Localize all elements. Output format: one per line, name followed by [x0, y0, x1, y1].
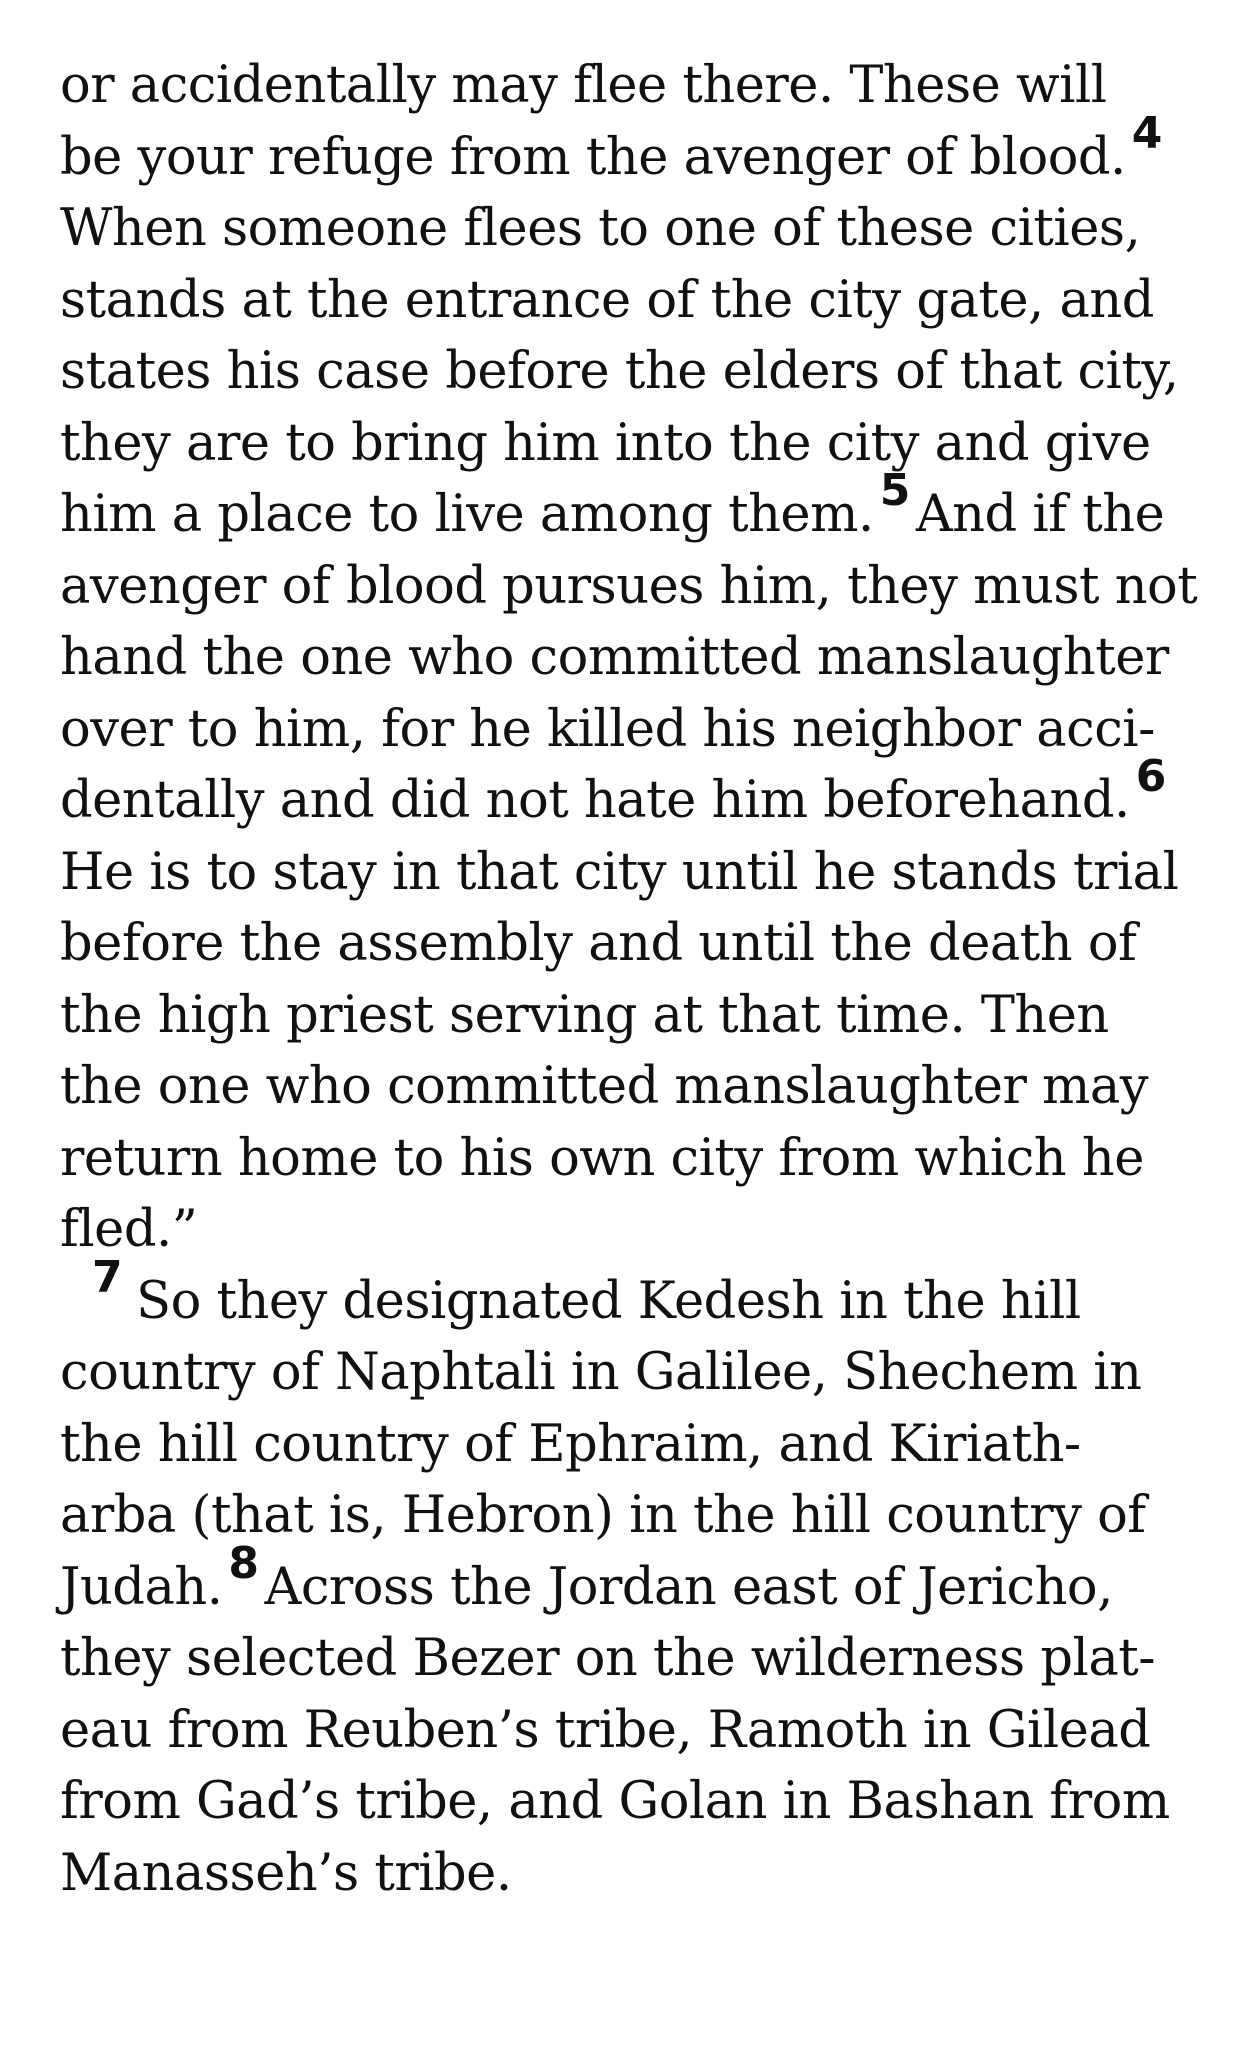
text-line: over to him, for he killed his neighbor acci- [60, 699, 1155, 759]
verse-number-7: 7 [92, 1251, 123, 1303]
text-segment: dentally and did not hate him beforehand. [60, 771, 1130, 830]
text-line: or accidentally may flee there. These will [60, 56, 1107, 115]
text-segment: Judah. [60, 1557, 223, 1617]
text-line: the high priest serving at that time. Then [60, 985, 1109, 1045]
text-line: they selected Bezer on the wilderness plat- [60, 1629, 1155, 1688]
text-line [60, 107, 1220, 194]
text-line [60, 1537, 1220, 1624]
text-line: hand the one who committed manslaughter [60, 628, 1169, 687]
text-line [60, 1251, 1220, 1338]
text-segment: be your refuge from the avenger of blood. [60, 127, 1126, 187]
verse-number-4: 4 [1131, 107, 1162, 159]
text-line: When someone flees to one of these cities, [60, 199, 1141, 258]
text-line [60, 751, 1220, 837]
verse-number-8: 8 [228, 1537, 259, 1589]
text-line: arba (that is, Hebron) in the hill country of [60, 1486, 1146, 1545]
text-segment: Across the Jordan east of Jericho, [264, 1557, 1113, 1617]
text-line: country of Naphtali in Galilee, Shechem in [60, 1343, 1142, 1402]
text-line: He is to stay in that city until he stands trial [60, 842, 1179, 902]
text-line: fled.” [60, 1200, 198, 1259]
text-line: the hill country of Ephraim, and Kiriath- [60, 1414, 1081, 1474]
text-line [60, 465, 1220, 551]
text-segment: him a place to live among them. [60, 485, 874, 544]
verse-number-5: 5 [879, 465, 910, 516]
text-line: Manasseh’s tribe. [60, 1843, 512, 1903]
text-line: avenger of blood pursues him, they must not [60, 556, 1198, 616]
text-line: before the assembly and until the death of [60, 914, 1137, 973]
text-line: eau from Reuben’s tribe, Ramoth in Gilead [60, 1700, 1151, 1760]
verse-number-6: 6 [1135, 751, 1166, 802]
text-line: return home to his own city from which he [60, 1128, 1144, 1188]
text-line: from Gad’s tribe, and Golan in Bashan from [60, 1772, 1170, 1831]
text-segment: So they designated Kedesh in the hill [136, 1271, 1081, 1331]
text-line: stands at the entrance of the city gate, and [60, 270, 1154, 330]
text-line: states his case before the elders of that city, [60, 342, 1179, 401]
text-segment: And if the [915, 485, 1165, 544]
text-line: the one who committed manslaughter may [60, 1057, 1149, 1116]
text-line: they are to bring him into the city and give [60, 413, 1151, 473]
reading-pane[interactable] [60, 50, 1220, 1909]
